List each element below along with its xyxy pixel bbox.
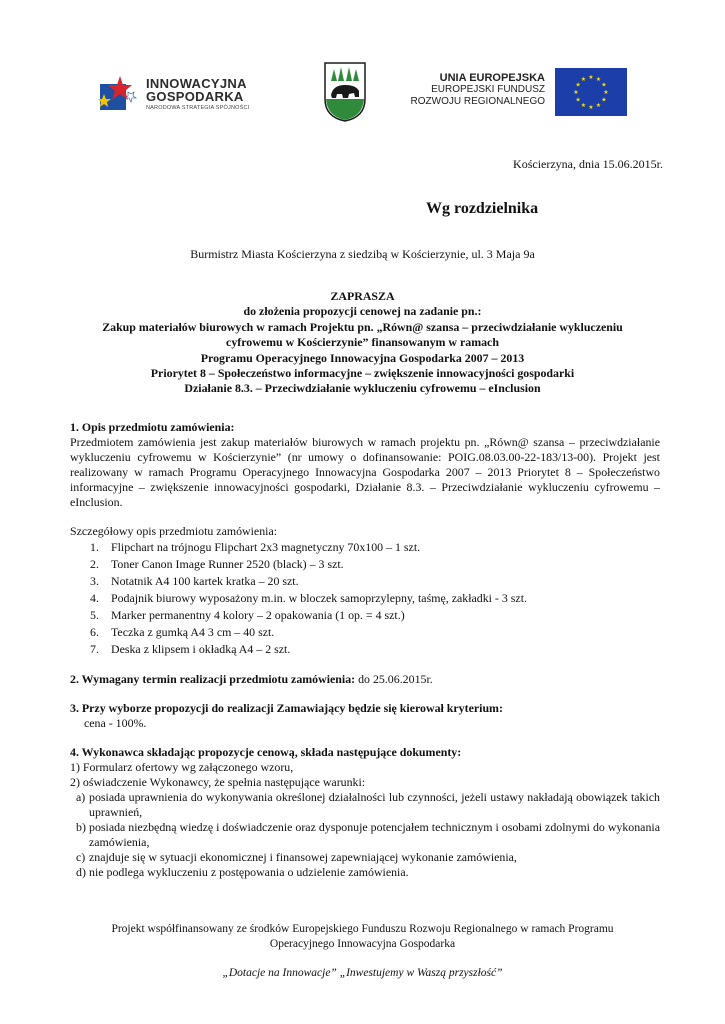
section2-title: 2. Wymagany termin realizacji przedmiotu zamówienia: — [70, 672, 356, 686]
section3-value: cena - 100%. — [84, 716, 147, 730]
item-number: 2. — [90, 557, 99, 571]
condition-letter: b) — [76, 820, 86, 834]
item-text: Marker permanentny 4 kolory – 2 opakowania (1 op. = 4 szt.) — [111, 608, 405, 622]
section2 — [70, 672, 660, 687]
item-number: 5. — [90, 608, 99, 622]
detail-heading: Szczegółowy opis przedmiotu zamówienia: — [70, 524, 278, 538]
condition-letter: d) — [76, 865, 86, 879]
eu-star-icon: ★ — [580, 77, 587, 84]
item-text: Flipchart na trójnogu Flipchart 2x3 magnetyczny 70x100 – 1 szt. — [111, 540, 421, 554]
condition-item — [70, 865, 660, 880]
eu-fund-text — [411, 72, 545, 108]
issuer-line: Burmistrz Miasta Kościerzyna z siedzibą w Kościerzynie, ul. 3 Maja 9a — [190, 247, 535, 261]
eu-flag-icon — [555, 68, 627, 116]
section3-title: 3. Przy wyborze propozycji do realizacji Zamawiający będzie się kierował kryterium: — [70, 701, 503, 715]
invite-line: Działanie 8.3. – Przeciwdziałanie wykluczeniu cyfrowemu – eInclusion — [184, 381, 541, 396]
eu-star-icon: ★ — [573, 90, 579, 97]
eu-line2: EUROPEJSKI FUNDUSZ — [431, 84, 545, 95]
condition-item — [70, 850, 660, 865]
eu-star-icon: ★ — [575, 82, 581, 89]
document-date: Kościerzyna, dnia 15.06.2015r. — [513, 157, 663, 171]
condition-item — [70, 820, 660, 850]
footer — [60, 922, 665, 952]
item-number: 6. — [90, 625, 99, 639]
list-item — [90, 556, 660, 573]
footer-line2: Operacyjnego Innowacyjna Gospodarka — [269, 938, 456, 950]
list-item — [90, 641, 660, 658]
eu-star-icon: ★ — [588, 75, 594, 82]
item-text: Podajnik biurowy wyposażony m.in. w bloczek samoprzylepny, taśmę, zakładki - 3 szt. — [111, 591, 527, 605]
footer-line1: Projekt współfinansowany ze środków Europejskiego Funduszu Rozwoju Regionalnego w ramach Programu — [111, 923, 614, 935]
section2-value: do 25.06.2015r. — [355, 672, 433, 686]
section4-line: 1) Formularz ofertowy wg załączonego wzoru, — [70, 760, 294, 774]
ig-logo-line2: GOSPODARKA — [146, 89, 244, 104]
footer-motto: „Dotacje na Innowacje” „Inwestujemy w Waszą przyszłość” — [222, 967, 503, 979]
condition-text: nie podlega wykluczeniu z postępowania o udzielenie zamówienia. — [89, 865, 409, 879]
section1-body: Przedmiotem zamówienia jest zakup materiałów biurowych w ramach projektu pn. „Równ@ szansa – przeciwdziałanie wykluczeniu cyfrowemu w Kościerzynie” (nr umowy o dofinansowanie: POIG.08.03.00-22-183/13-00). Projekt jest realizowany w ramach Programu Operacyjnego Innowacyjna Gospodarka 2007 – 2013 Priorytet 8 – Społeczeństwo informacyjne – zwiększenie innowacyjności gospodarki, Działanie 8.3. – Przeciwdziałanie wykluczeniu cyfrowemu – eInclusion. — [70, 435, 660, 509]
invite-line: do złożenia propozycji cenowej na zadanie pn.: — [243, 304, 482, 319]
eu-star-icon: ★ — [595, 103, 602, 110]
condition-item — [70, 790, 660, 820]
condition-text: znajduje się w sytuacji ekonomicznej i finansowej zapewniającej wykonanie zamówienia, — [89, 850, 517, 864]
main-content — [70, 420, 660, 880]
condition-text: posiada niezbędną wiedzę i doświadczenie oraz dysponuje potencjałem technicznym i osobami zdolnymi do wykonania zamówienia, — [89, 820, 660, 849]
list-item — [90, 539, 660, 556]
invite-line: Priorytet 8 – Społeczeństwo informacyjne – zwiększenie innowacyjności gospodarki — [150, 366, 575, 381]
eu-star-icon: ★ — [603, 90, 609, 97]
condition-letter: c) — [76, 850, 86, 864]
header-logos — [0, 58, 725, 128]
item-number: 4. — [90, 591, 99, 605]
item-text: Teczka z gumką A4 3 cm – 40 szt. — [111, 625, 275, 639]
condition-letter: a) — [76, 790, 86, 804]
list-item — [90, 607, 660, 624]
invite-line: Programu Operacyjnego Innowacyjna Gospodarka 2007 – 2013 — [200, 350, 525, 365]
invite-heading: ZAPRASZA — [330, 289, 395, 303]
eu-star-icon: ★ — [580, 103, 587, 110]
eu-star-icon: ★ — [601, 82, 607, 89]
innowacyjna-gospodarka-logo — [98, 72, 258, 114]
item-number: 3. — [90, 574, 99, 588]
eu-star-icon: ★ — [595, 77, 602, 84]
section4-title: 4. Wykonawca składając propozycje cenową, składa następujące dokumenty: — [70, 745, 462, 759]
section3 — [70, 701, 660, 731]
eu-star-icon: ★ — [575, 97, 581, 104]
section4-line: 2) oświadczenie Wykonawcy, że spełnia następujące warunki: — [70, 775, 366, 789]
list-item — [90, 624, 660, 641]
list-item — [90, 573, 660, 590]
invite-line: Zakup materiałów biurowych w ramach Projektu pn. „Równ@ szansa – przeciwdziałanie wykluczeniu — [102, 319, 623, 334]
addressee: Wg rozdzielnika — [426, 200, 539, 217]
ig-logo-line3: NARODOWA STRATEGIA SPÓJNOŚCI — [146, 105, 250, 111]
list-item — [90, 590, 660, 607]
coat-of-arms-icon — [323, 61, 367, 123]
spacer — [70, 510, 660, 524]
eu-star-icon: ★ — [601, 97, 607, 104]
section4 — [70, 745, 660, 880]
item-text: Toner Canon Image Runner 2520 (black) – 3 szt. — [111, 557, 344, 571]
condition-text: posiada uprawnienia do wykonywania określonej działalności lub czynności, jeżeli ustawy nakładają obowiązek takich uprawnień, — [89, 790, 660, 819]
item-number: 7. — [90, 642, 99, 656]
item-number: 1. — [90, 540, 99, 554]
item-text: Notatnik A4 100 kartek kratka – 20 szt. — [111, 574, 299, 588]
eu-line1: UNIA EUROPEJSKA — [439, 72, 545, 84]
ig-star-icon — [98, 74, 142, 112]
eu-line3: ROZWOJU REGIONALNEGO — [410, 96, 545, 107]
invitation-block — [60, 289, 665, 397]
items-list — [90, 539, 660, 658]
ig-logo-line1: INNOWACYJNA — [146, 76, 247, 91]
eu-star-icon: ★ — [588, 105, 594, 112]
section1-title: 1. Opis przedmiotu zamówienia: — [70, 420, 235, 434]
invite-line: cyfrowemu w Kościerzynie” finansowanym w ramach — [226, 335, 499, 350]
item-text: Deska z klipsem i okładką A4 – 2 szt. — [111, 642, 291, 656]
